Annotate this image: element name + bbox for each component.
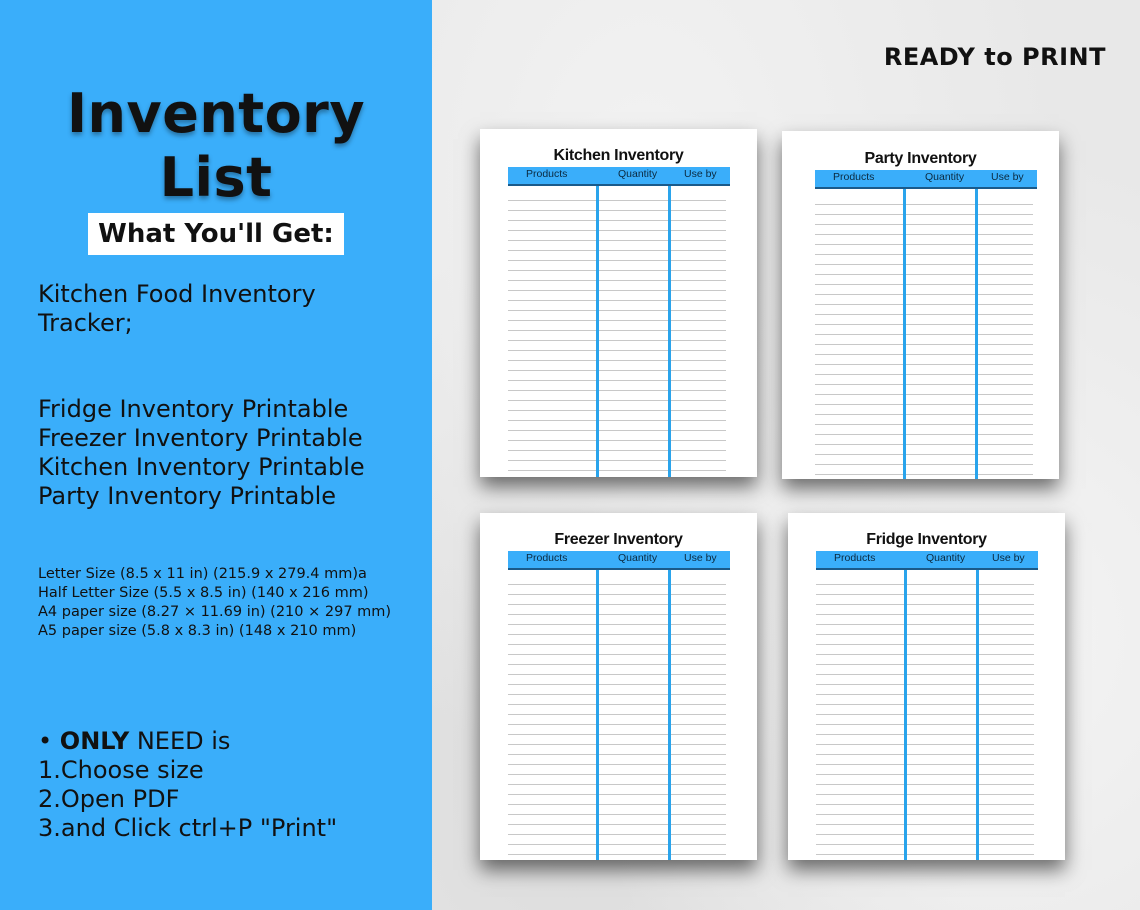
column-divider	[668, 570, 671, 860]
step-line: 2.Open PDF	[38, 785, 180, 813]
ruled-lines	[508, 191, 726, 473]
what-you-get-badge: What You'll Get:	[88, 213, 344, 255]
feature-line: Kitchen Food Inventory	[38, 280, 316, 308]
column-divider	[975, 189, 978, 479]
sheet-fridge-inventory	[788, 513, 1065, 860]
column-quantity: Quantity	[925, 171, 965, 183]
step-line: 3.and Click ctrl+P "Print"	[38, 814, 338, 842]
instructions-rest: NEED is	[129, 727, 231, 755]
main-title-line1: Inventory	[66, 82, 366, 145]
column-use-by: Use by	[684, 168, 717, 180]
ruled-lines	[508, 575, 726, 856]
sheet-header-row	[816, 551, 1038, 570]
sheet-header-row	[508, 167, 730, 186]
feature-line: Party Inventory Printable	[38, 482, 337, 510]
sheet-title: Kitchen Inventory	[553, 147, 684, 164]
size-line: A5 paper size (5.8 x 8.3 in) (148 x 210 mm)	[38, 623, 357, 639]
column-divider	[668, 186, 671, 477]
sheet-freezer-inventory	[480, 513, 757, 860]
feature-block-2	[38, 395, 418, 511]
feature-line: Kitchen Inventory Printable	[38, 453, 365, 481]
sheet-title: Party Inventory	[864, 150, 977, 167]
feature-line: Tracker;	[38, 309, 133, 337]
sheet-party-inventory	[782, 131, 1059, 479]
feature-block-1	[38, 280, 378, 338]
paper-sizes-list	[38, 565, 428, 641]
column-products: Products	[526, 168, 568, 180]
size-line: Half Letter Size (5.5 x 8.5 in) (140 x 216 mm)	[38, 585, 369, 601]
instructions	[38, 727, 418, 843]
sheet-title: Freezer Inventory	[554, 531, 683, 548]
ruled-lines	[816, 575, 1034, 856]
column-products: Products	[834, 552, 876, 564]
column-use-by: Use by	[992, 552, 1025, 564]
column-quantity: Quantity	[926, 552, 966, 564]
instructions-heading	[38, 727, 418, 756]
column-products: Products	[833, 171, 875, 183]
column-use-by: Use by	[991, 171, 1024, 183]
step-line: 1.Choose size	[38, 756, 204, 784]
ruled-lines	[815, 195, 1033, 475]
feature-line: Fridge Inventory Printable	[38, 395, 349, 423]
size-line: Letter Size (8.5 x 11 in) (215.9 x 279.4 mm)a	[38, 566, 367, 582]
main-title-line2: List	[159, 146, 273, 209]
column-products: Products	[526, 552, 568, 564]
left-panel	[0, 0, 432, 910]
bullet: •	[38, 727, 60, 755]
instructions-strong: ONLY	[59, 727, 130, 755]
column-divider	[904, 570, 907, 860]
sheet-title: Fridge Inventory	[866, 531, 987, 548]
sheet-kitchen-inventory	[480, 129, 757, 477]
column-quantity: Quantity	[618, 552, 658, 564]
column-use-by: Use by	[684, 552, 717, 564]
sheet-header-row	[508, 551, 730, 570]
column-divider	[976, 570, 979, 860]
feature-line: Freezer Inventory Printable	[38, 424, 363, 452]
column-quantity: Quantity	[618, 168, 658, 180]
column-divider	[596, 570, 599, 860]
size-line: A4 paper size (8.27 × 11.69 in) (210 × 297 mm)	[38, 604, 392, 620]
ready-to-print-label: READY to PRINT	[883, 43, 1106, 71]
column-divider	[596, 186, 599, 477]
sheet-header-row	[815, 170, 1037, 189]
column-divider	[903, 189, 906, 479]
